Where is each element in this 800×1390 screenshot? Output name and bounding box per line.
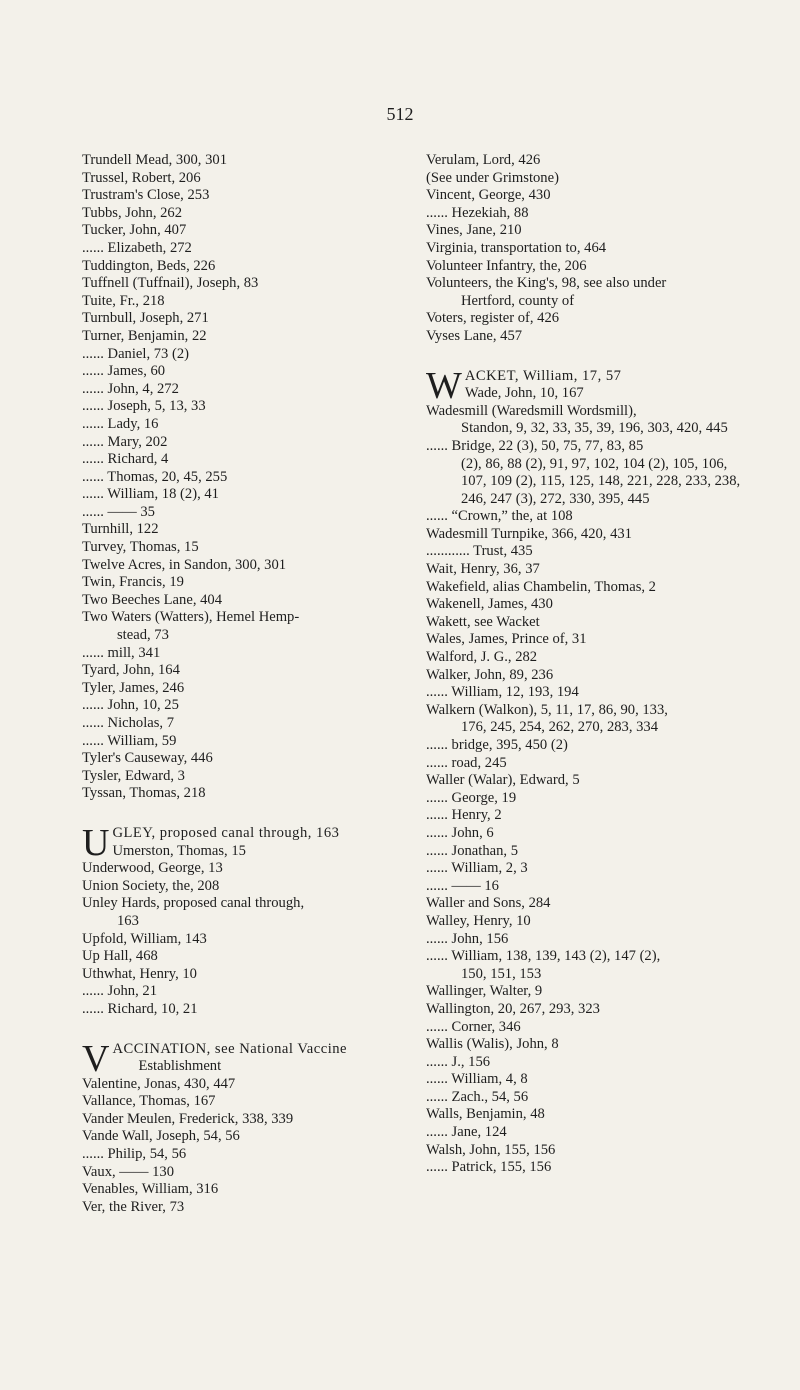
index-entry-text: Trundell Mead, 300, 301 (82, 152, 227, 168)
section-w (426, 364, 744, 1177)
index-entry-text: Wakenell, James, 430 (426, 596, 553, 613)
index-entry-text: Vande Wall, Joseph, 54, 56 (82, 1128, 240, 1145)
index-entry-continuation: Standon, 9, 32, 33, 35, 39, 196, 303, 420, 445 (461, 420, 728, 437)
index-entry-text: ...... road, 245 (426, 754, 507, 771)
index-entry (426, 1071, 744, 1089)
index-entry-text: Waller (Walar), Edward, 5 (426, 772, 580, 789)
index-entry (82, 398, 400, 416)
section-w-line2: Wade, John, 10, 167 (464, 385, 584, 402)
index-entry-text: Unley Hards, proposed canal through, (82, 895, 305, 912)
index-entry (426, 1159, 744, 1177)
index-entry (82, 539, 400, 557)
index-entry-text: ...... William, 4, 8 (426, 1071, 528, 1088)
index-entry (82, 983, 400, 1001)
index-entry (82, 1111, 400, 1129)
index-entry-text: ...... Jonathan, 5 (426, 842, 519, 859)
index-entry (82, 645, 400, 663)
index-entry-text: Tyssan, Thomas, 218 (82, 785, 206, 802)
index-entry-text: Turnbull, Joseph, 271 (82, 310, 209, 327)
index-entry-continuation: 150, 151, 153 (461, 965, 542, 982)
drop-cap-u: U (82, 821, 110, 864)
index-entry-text: ...... William, 138, 139, 143 (2), 147 (2), (426, 948, 661, 965)
index-entry-text: ...... Hezekiah, 88 (426, 204, 529, 221)
index-entry (82, 187, 400, 205)
index-entry (426, 772, 744, 790)
index-entry-text: ...... Elizabeth, 272 (82, 239, 192, 256)
index-entry-text: Wallinger, Walter, 9 (426, 983, 543, 1000)
index-entry-continuation: Hertford, county of (461, 292, 575, 309)
index-entry (82, 346, 400, 364)
index-entry-text: Vincent, George, 430 (426, 187, 551, 204)
index-entry (82, 170, 400, 188)
index-column-left (82, 152, 400, 1216)
index-entry-text: ...... Corner, 346 (426, 1018, 521, 1035)
index-entry (82, 680, 400, 698)
index-entry-text: Tyler's Causeway, 446 (82, 750, 213, 767)
index-entry (426, 187, 744, 205)
index-entry (82, 222, 400, 240)
index-list-v-continued (426, 152, 744, 346)
index-entry-text: ...... Joseph, 5, 13, 33 (82, 398, 206, 415)
index-entry-text: Tuddington, Beds, 226 (82, 257, 216, 274)
index-entry-text: ...... James, 60 (82, 363, 166, 380)
index-entry-text: Twelve Acres, in Sandon, 300, 301 (82, 556, 287, 573)
index-entry (82, 451, 400, 469)
index-entry (82, 469, 400, 487)
index-entry (426, 649, 744, 667)
index-entry (426, 702, 744, 737)
index-entry-text: Up Hall, 468 (82, 948, 158, 965)
index-entry-text: ...... George, 19 (426, 789, 517, 806)
index-entry-continuation: 176, 245, 254, 262, 270, 283, 334 (461, 719, 659, 736)
index-entry-text: Two Waters (Watters), Hemel Hemp- (82, 609, 300, 626)
index-entry (82, 381, 400, 399)
section-v-line2: Establishment (138, 1058, 222, 1075)
index-entry (426, 667, 744, 685)
index-entry-text: Turnhill, 122 (82, 521, 159, 538)
index-entry-text: ...... William, 18 (2), 41 (82, 486, 219, 503)
index-entry-continuation: 163 (117, 912, 139, 929)
index-entry-text: ...... Philip, 54, 56 (82, 1146, 187, 1163)
index-entry (426, 931, 744, 949)
index-entry (82, 750, 400, 768)
index-entry (82, 205, 400, 223)
index-entry-text: Walker, John, 89, 236 (426, 666, 554, 683)
page-number: 512 (386, 104, 414, 124)
index-entry (426, 860, 744, 878)
index-list-w (426, 403, 744, 1177)
index-entry (82, 310, 400, 328)
index-entry (426, 438, 744, 508)
index-entry-text: Wakett, see Wacket (426, 613, 540, 630)
index-entry-text: ...... bridge, 395, 450 (2) (426, 737, 568, 753)
drop-cap-w: W (426, 364, 462, 407)
drop-cap-v: V (82, 1037, 110, 1080)
index-entry (82, 1146, 400, 1164)
index-entry-text: Wallington, 20, 267, 293, 323 (426, 1000, 600, 1017)
index-entry (426, 403, 744, 438)
index-entry-text: Walley, Henry, 10 (426, 912, 531, 929)
index-entry (426, 526, 744, 544)
index-entry-text: ...... John, 10, 25 (82, 697, 179, 714)
index-entry-text: ...... John, 4, 272 (82, 380, 179, 397)
section-u (82, 821, 400, 1019)
index-entry (82, 557, 400, 575)
index-entry (82, 768, 400, 786)
index-entry (82, 434, 400, 452)
index-entry-continuation: (2), 86, 88 (2), 91, 97, 102, 104 (2), 105, 106, 107, 109 (2), 115, 125, 148, 221, 228, 233, 238, 246, 247 (3), 272, 330, 395, 445 (461, 455, 741, 507)
index-entry-text: Wadesmill Turnpike, 366, 420, 431 (426, 525, 632, 542)
index-entry (82, 258, 400, 276)
index-entry-text: Union Society, the, 208 (82, 877, 220, 894)
index-entry (426, 807, 744, 825)
index-entry (426, 737, 744, 755)
index-entry-text: Underwood, George, 13 (82, 860, 223, 877)
index-entry-text: Wallis (Walis), John, 8 (426, 1036, 559, 1053)
index-entry (426, 631, 744, 649)
index-entry-text: Trussel, Robert, 206 (82, 169, 201, 186)
index-list-u (82, 860, 400, 1018)
index-entry-text: ...... Mary, 202 (82, 433, 168, 450)
index-entry-text: ...... Henry, 2 (426, 807, 502, 824)
index-entry (82, 878, 400, 896)
index-entry (426, 1001, 744, 1019)
index-entry-text: Tubbs, John, 262 (82, 204, 183, 221)
index-entry-text: Trustram's Close, 253 (82, 187, 210, 204)
index-entry (82, 574, 400, 592)
index-entry (82, 697, 400, 715)
index-entry-text: Venables, William, 316 (82, 1181, 219, 1198)
section-u-line2: Umerston, Thomas, 15 (112, 842, 246, 859)
index-entry (426, 1036, 744, 1054)
index-entry-text: Tucker, John, 407 (82, 222, 187, 239)
index-entry (426, 1142, 744, 1160)
index-entry-text: Vander Meulen, Frederick, 338, 339 (82, 1110, 294, 1127)
index-entry (426, 895, 744, 913)
index-entry-text: Vaux, —— 130 (82, 1163, 175, 1180)
index-entry (82, 521, 400, 539)
index-entry-text: ............ Trust, 435 (426, 543, 533, 560)
index-entry (82, 1076, 400, 1094)
index-entry-text: Tysler, Edward, 3 (82, 767, 185, 784)
index-entry-text: ...... John, 156 (426, 930, 509, 947)
index-entry-text: (See under Grimstone) (426, 169, 559, 186)
index-list-v (82, 1076, 400, 1217)
index-entry (82, 1093, 400, 1111)
index-entry-text: Two Beeches Lane, 404 (82, 591, 223, 608)
index-entry-text: Vallance, Thomas, 167 (82, 1093, 216, 1110)
index-entry-text: ...... “Crown,” the, at 108 (426, 508, 573, 525)
index-entry-text: Vines, Jane, 210 (426, 222, 522, 239)
index-entry-text: ...... Patrick, 155, 156 (426, 1159, 552, 1176)
index-entry-text: Twin, Francis, 19 (82, 574, 184, 591)
index-entry (82, 733, 400, 751)
index-entry (426, 310, 744, 328)
index-entry-text: ...... William, 2, 3 (426, 860, 528, 877)
index-entry (82, 275, 400, 293)
index-entry-text: Voters, register of, 426 (426, 310, 560, 327)
index-entry (82, 860, 400, 878)
section-u-heading: GLEY, proposed canal through, 163 (112, 824, 340, 841)
index-entry-continuation: stead, 73 (117, 627, 169, 644)
index-entry-text: Tuite, Fr., 218 (82, 292, 165, 309)
index-entry (426, 170, 744, 188)
index-entry-text: Uthwhat, Henry, 10 (82, 965, 197, 982)
index-entry (426, 1089, 744, 1107)
index-entry-text: ...... mill, 341 (82, 644, 161, 661)
index-entry-text: Walls, Benjamin, 48 (426, 1106, 545, 1123)
index-entry-text: Volunteers, the King's, 98, see also under (426, 275, 667, 292)
index-entry-text: Ver, the River, 73 (82, 1198, 185, 1215)
index-entry (426, 843, 744, 861)
index-entry (82, 1164, 400, 1182)
index-entry (82, 363, 400, 381)
index-entry-text: Walkern (Walkon), 5, 11, 17, 86, 90, 133, (426, 701, 668, 718)
index-entry-text: ...... William, 12, 193, 194 (426, 684, 579, 701)
index-entry (426, 878, 744, 896)
index-entry (82, 1199, 400, 1217)
index-entry (426, 152, 744, 170)
index-entry (82, 504, 400, 522)
index-entry (82, 609, 400, 644)
index-entry-text: ...... Thomas, 20, 45, 255 (82, 468, 228, 485)
index-entry-text: Wait, Henry, 36, 37 (426, 561, 540, 578)
section-v (82, 1037, 400, 1217)
index-entry-text: Tyler, James, 246 (82, 679, 185, 696)
index-entry-text: ...... Nicholas, 7 (82, 715, 175, 731)
index-entry-text: Virginia, transportation to, 464 (426, 239, 607, 256)
index-entry (82, 152, 400, 170)
index-entry (426, 1106, 744, 1124)
index-entry (426, 1054, 744, 1072)
index-entry (426, 913, 744, 931)
index-entry-text: Turner, Benjamin, 22 (82, 327, 207, 344)
index-entry-text: Verulam, Lord, 426 (426, 152, 541, 168)
index-column-right (426, 152, 744, 1177)
index-entry (426, 755, 744, 773)
index-entry-text: ...... Bridge, 22 (3), 50, 75, 77, 83, 85 (426, 437, 644, 454)
index-entry (426, 258, 744, 276)
index-entry (82, 293, 400, 311)
index-entry (426, 684, 744, 702)
index-entry (426, 983, 744, 1001)
index-entry (426, 240, 744, 258)
index-entry-text: Vyses Lane, 457 (426, 327, 523, 344)
index-entry-text: Walford, J. G., 282 (426, 649, 538, 666)
section-v-heading: ACCINATION, see National Vaccine (112, 1040, 348, 1057)
index-entry (426, 614, 744, 632)
index-entry-text: ...... Jane, 124 (426, 1124, 507, 1141)
index-entry (426, 508, 744, 526)
index-entry-text: ...... Richard, 4 (82, 451, 169, 468)
index-entry (82, 948, 400, 966)
index-list-t (82, 152, 400, 803)
section-w-heading: ACKET, William, 17, 57 (464, 367, 622, 384)
index-entry (82, 1181, 400, 1199)
index-entry-text: ...... John, 6 (426, 824, 494, 841)
index-entry (426, 205, 744, 223)
index-entry (426, 275, 744, 310)
index-entry (426, 561, 744, 579)
index-entry (82, 240, 400, 258)
index-entry (82, 931, 400, 949)
index-entry (426, 825, 744, 843)
index-entry-text: ...... Lady, 16 (82, 415, 159, 432)
index-entry-text: Tuffnell (Tuffnail), Joseph, 83 (82, 275, 259, 292)
index-entry-text: ...... Daniel, 73 (2) (82, 345, 189, 362)
index-entry-text: Walsh, John, 155, 156 (426, 1141, 556, 1158)
index-entry (82, 486, 400, 504)
index-entry-text: ...... —— 16 (426, 877, 499, 894)
index-entry-text: Volunteer Infantry, the, 206 (426, 257, 587, 274)
index-entry (426, 790, 744, 808)
index-entry (82, 715, 400, 733)
index-entry (426, 596, 744, 614)
index-entry-text: ...... Richard, 10, 21 (82, 1000, 198, 1017)
index-entry-text: Upfold, William, 143 (82, 930, 207, 947)
index-entry-text: Wadesmill (Waredsmill Wordsmill), (426, 402, 637, 419)
index-entry-text: ...... Zach., 54, 56 (426, 1088, 529, 1105)
index-entry (82, 1128, 400, 1146)
index-entry (426, 543, 744, 561)
index-entry-text: ...... —— 35 (82, 503, 155, 520)
index-entry-text: Turvey, Thomas, 15 (82, 539, 199, 556)
index-entry (426, 948, 744, 983)
index-entry-text: Waller and Sons, 284 (426, 895, 551, 912)
index-entry (82, 592, 400, 610)
index-entry (82, 662, 400, 680)
index-entry-text: Valentine, Jonas, 430, 447 (82, 1075, 236, 1092)
index-entry-text: ...... William, 59 (82, 732, 177, 749)
index-entry-text: ...... John, 21 (82, 983, 157, 1000)
index-entry (82, 328, 400, 346)
index-entry (82, 1001, 400, 1019)
index-entry (82, 785, 400, 803)
index-entry (426, 579, 744, 597)
index-entry (82, 416, 400, 434)
index-entry-text: ...... J., 156 (426, 1053, 491, 1070)
index-entry-text: Wakefield, alias Chambelin, Thomas, 2 (426, 578, 656, 595)
index-entry-text: Wales, James, Prince of, 31 (426, 631, 587, 648)
index-entry (426, 328, 744, 346)
index-entry (426, 1124, 744, 1142)
index-entry-text: Tyard, John, 164 (82, 662, 180, 679)
index-entry (82, 895, 400, 930)
index-entry (82, 966, 400, 984)
index-entry (426, 222, 744, 240)
index-entry (426, 1019, 744, 1037)
